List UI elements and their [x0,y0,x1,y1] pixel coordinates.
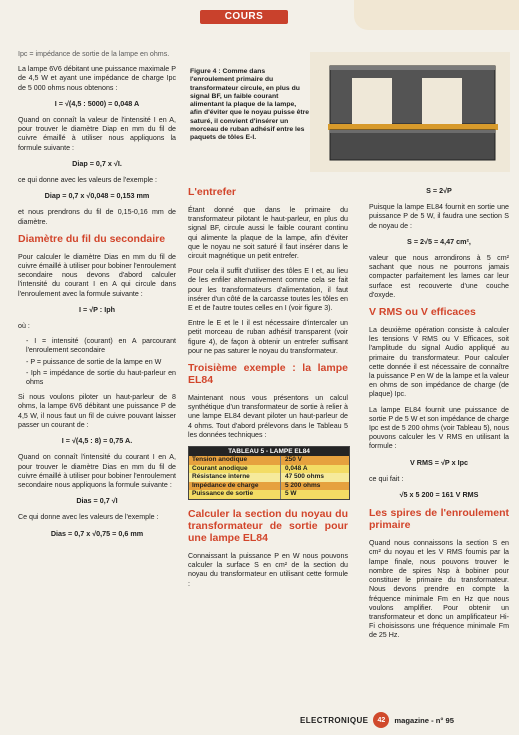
paragraph: La deuxième opération consiste à calculer les tensions V RMS ou V Efficaces, soit l'amplitude du signal Audio appliqué au primaire du transformateur. Pour calculer cette donnée il est nécessaire de connaître la puissance P en W de la lampe et la valeur en ohms de son impédance de charge (de plaque) Ipc. [369,326,509,399]
list-item: - I = intensité (courant) en A parcourant l'enroulement secondaire [26,337,176,355]
formula: Dias = 0,7 x √0,75 = 0,6 mm [50,528,144,538]
section-heading: Les spires de l'enroulement primaire [369,507,509,532]
table-cell-label: Impédance de charge [192,481,259,489]
paragraph: Quand on connaît la valeur de l'intensité I en A, pour trouver le diamètre Diap en mm du fil de cuivre émaillé à utiliser nous appliquons la formule suivante : [18,116,176,152]
paragraph: Ce qui donne avec les valeurs de l'exemple : [18,513,159,522]
table-row [189,465,349,474]
table-cell-label: Courant anodique [192,464,248,472]
e-core [330,66,495,124]
column-1 [18,50,176,546]
table-cell-value: 0,048 A [280,465,349,474]
header-tab [354,0,519,30]
paragraph: Quand on connaît l'intensité du courant I en A, pour trouver le diamètre Dias en mm du fil de cuivre émaillé à utiliser pour bobiner l'enroulement secondaire nous appliquons la formule suivante : [18,453,176,489]
paragraph: Puisque la lampe EL84 fournit en sortie une puissance P de 5 W, il faudra une section S de noyau de : [369,203,509,230]
formula: V RMS = √P x Ipc [410,457,468,467]
table-row [189,490,349,499]
figure-4 [190,50,510,175]
paragraph: et nous prendrons du fil de 0,15-0,16 mm de diamètre. [18,208,176,226]
paragraph: Pour cela il suffit d'utiliser des tôles E I et, au lieu de les enfiler alternativement comme cela se fait pour les transformateurs d'alimentation, il faut insérer d'un côté de la carcasse toutes les tôles en E et de l'autre toutes celles en I (voir figure 3). [188,267,348,313]
formula: S = 2√P [426,186,452,195]
formula: S = 2√5 = 4,47 cm², [407,236,471,246]
paragraph: Maintenant nous vous présentons un calcul synthétique d'un transformateur de sortie à relier à une lampe EL84 devant piloter un haut-parleur de 4 ohms. Tout d'abord prélevons dans le Tableau 5 les données techniques : [188,394,348,439]
table-cell-label: Tension anodique [192,456,248,464]
section-heading: V RMS ou V efficaces [369,306,476,319]
i-core [330,130,495,160]
formula: √5 x 5 200 = 161 V RMS [399,490,479,500]
paragraph: ce qui fait : [369,474,404,483]
transformer-core-illustration [310,52,510,172]
table-row [189,473,349,482]
paragraph: Si nous voulons piloter un haut-parleur de 8 ohms, la lampe 6V6 débitant une puissance P de 4,5 W, il nous faut un fil de cuivre pouvant laisser passer un courant de : [18,393,176,429]
definition-list [18,337,176,387]
column-2 [188,180,348,595]
figure-caption: Figure 4 : Comme dans l'enroulement primaire du transformateur circule, en plus du signal BF, un faible courant alimentant la plaque de la lampe, afin d'éviter que le noyau puisse être saturé, il convient d'insérer un morceau de ruban adhésif entre les paquets de tôles E-I. [190,68,310,142]
list-item: - Iph = impédance de sortie du haut-parleur en ohms [26,369,176,387]
paragraph: valeur que nous arrondirons à 5 cm² sachant que nous ne pourrons jamais compacter parfaitement les lames car leur surface est recouverte d'une couche d'oxyde. [369,254,509,299]
section-heading: Diamètre du fil du secondaire [18,232,166,245]
paragraph: ce qui donne avec les valeurs de l'exemple : [18,176,157,185]
page-footer [300,712,454,728]
issue-label: magazine - n° 95 [394,715,454,725]
paragraph: Quand nous connaissons la section S en cm² du noyau et les V RMS fournis par la lampe finale, nous pouvons trouver le nombre de spires Nsp à bobiner pour constituer le primaire du transformateur. Nous devons prendre en compte la fréquence minimale Fm en Hz que nous voulons amplifier. Pour obtenir un transformateur et donc un amplificateur Hi-Fi choisissons une fréquence minimale Fm de 25 Hz. [369,539,509,640]
table-title: TABLEAU 5 - LAMPE EL84 [189,447,349,456]
table-cell-label: Résistance interne [192,473,250,481]
list-item: - P = puissance de sortie de la lampe en W [26,358,176,367]
magazine-brand: ELECTRONIQUE [300,715,369,725]
formula: Dias = 0,7 √I [76,496,118,506]
table-cell-label: Puissance de sortie [192,490,254,498]
paragraph: où : [18,322,30,331]
page-number-badge: 42 [373,712,389,728]
formula: I = √(4,5 : 8) = 0,75 A. [61,436,133,446]
paragraph: Entre le E et le I il est nécessaire d'intercaler un petit morceau de ruban adhésif transparent (voir figure 4), de façon à obtenir un entrefer suffisant pour ne pas saturer le noyau du transformateur. [188,319,348,355]
formula: I = √(4,5 : 5000) = 0,048 A [54,98,140,108]
table-cell-value: 47 500 ohms [280,473,349,482]
paragraph: Pour calculer le diamètre Dias en mm du fil de cuivre émaillé à utiliser pour bobiner l'enroulement secondaire nous devons d'abord calculer l'intensité du courant I en A qui circule dans l'enroulement avec la formule suivante : [18,252,176,298]
formula: Diap = 0,7 x √0,048 = 0,153 mm [44,191,150,201]
paragraph: La lampe 6V6 débitant une puissance maximale P de 4,5 W et ayant une impédance de charge Ipc de 5 000 ohms nous obtenons : [18,65,176,92]
data-table [188,446,350,500]
paragraph: Connaissant la puissance P en W nous pouvons calculer la surface S en cm² de la section du noyau du transformateur en utilisant cette formule : [188,552,348,588]
section-heading: L'entrefer [188,186,237,198]
tape-strip [328,124,498,130]
table-cell-value: 250 V [280,456,349,465]
column-3 [369,180,509,647]
section-badge: COURS [200,10,288,24]
table-row [189,482,349,491]
intro-bullet: Ipc = impédance de sortie de la lampe en ohms. [18,50,170,58]
formula: I = √P : Iph [79,304,115,314]
table-row [189,456,349,465]
section-heading: Troisième exemple : la lampe EL84 [188,362,348,387]
table-cell-value: 5 W [280,490,349,499]
paragraph: La lampe EL84 fournit une puissance de sortie P de 5 W et son impédance de charge Ipc est de 5 200 ohms (voir Tableau 5), nous pouvons calculer les V RMS en utilisant la formule : [369,405,509,451]
formula: Diap = 0,7 x √I. [72,158,122,168]
paragraph: Étant donné que dans le primaire du transformateur pilotant le haut-parleur, en plus du signal BF, circule aussi le faible courant continu qui alimente la plaque de la lampe, afin d'éviter que le noyau ne soit saturé il faut insérer dans le circuit magnétique un petit entrefer. [188,206,348,261]
table-cell-value: 5 200 ohms [280,482,349,491]
section-heading: Calculer la section du noyau du transformateur de sortie pour une lampe EL84 [188,508,348,545]
